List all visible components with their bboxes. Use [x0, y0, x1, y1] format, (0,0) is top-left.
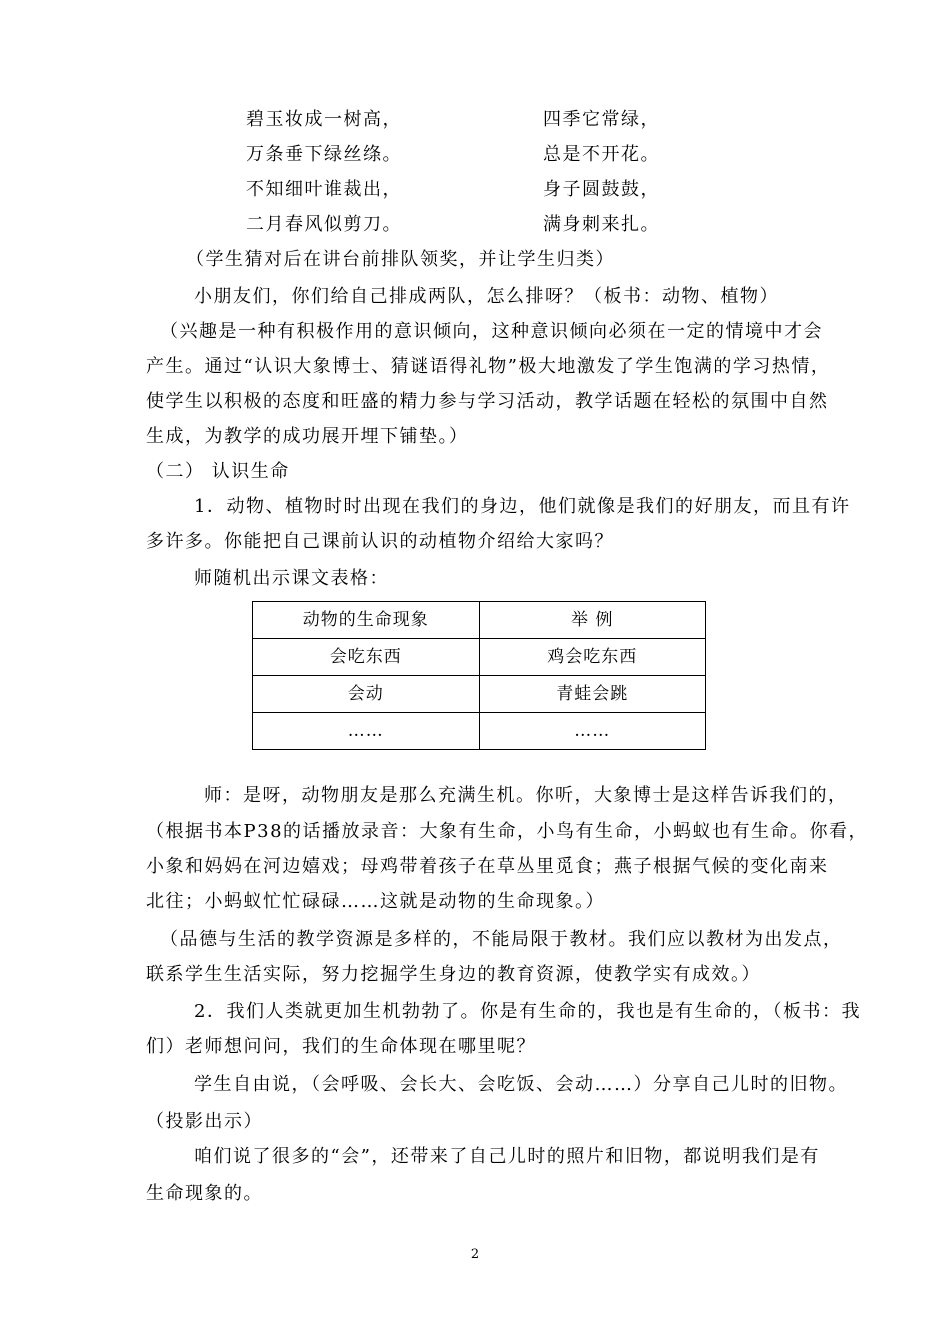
paragraph-line: 师随机出示课文表格： [194, 568, 389, 589]
paragraph-line: （根据书本P38的话播放录音：大象有生命，小鸟有生命，小蚂蚁也有生命。你看， [146, 821, 869, 842]
poem-left-line-3: 不知细叶谁裁出， [246, 179, 402, 200]
table-cell: 会吃东西 [253, 639, 480, 676]
paragraph-line: （投影出示） [146, 1111, 263, 1132]
poem-left-line-4: 二月春风似剪刀。 [246, 214, 402, 235]
table-cell: …… [479, 713, 706, 750]
poem-right-line-2: 总是不开花。 [543, 144, 660, 165]
table-row [253, 639, 706, 676]
table-row [253, 713, 706, 750]
poem-right-line-4: 满身刺来扎。 [543, 214, 660, 235]
paragraph-line: （兴趣是一种有积极作用的意识倾向，这种意识倾向必须在一定的情境中才会 [160, 321, 823, 342]
table-header-cell: 动物的生命现象 [253, 602, 480, 639]
table-cell: 鸡会吃东西 [479, 639, 706, 676]
paragraph-line: 2．我们人类就更加生机勃勃了。你是有生命的，我也是有生命的，（板书：我 [194, 1001, 861, 1022]
section-heading: （二） 认识生命 [146, 461, 290, 482]
table-cell: …… [253, 713, 480, 750]
paragraph-line: 多许多。你能把自己课前认识的动植物介绍给大家吗？ [146, 531, 614, 552]
paragraph-line: 师：是呀，动物朋友是那么充满生机。你听，大象博士是这样告诉我们的， [204, 785, 848, 806]
paragraph-line: 产生。通过“认识大象博士、猜谜语得礼物”极大地激发了学生饱满的学习热情， [146, 356, 831, 377]
table-cell: 青蛙会跳 [479, 676, 706, 713]
paragraph-line: （学生猜对后在讲台前排队领奖，并让学生归类） [186, 249, 615, 270]
paragraph-line: 咱们说了很多的“会”，还带来了自己儿时的照片和旧物，都说明我们是有 [194, 1146, 820, 1167]
paragraph-line: 联系学生生活实际，努力挖掘学生身边的教育资源，使教学实有成效。） [146, 964, 761, 985]
poem-right-line-3: 身子圆鼓鼓， [543, 179, 660, 200]
paragraph-line: 生成，为教学的成功展开埋下铺垫。） [146, 426, 469, 447]
table-header-row [253, 602, 706, 639]
paragraph-line: 北往；小蚂蚁忙忙碌碌……这就是动物的生命现象。） [146, 891, 605, 912]
paragraph-line: 1．动物、植物时时出现在我们的身边，他们就像是我们的好朋友，而且有许 [194, 496, 851, 517]
paragraph-line: 们）老师想问问，我们的生命体现在哪里呢？ [146, 1036, 536, 1057]
page-number: 2 [470, 1247, 480, 1262]
paragraph-line: 小象和妈妈在河边嬉戏；母鸡带着孩子在草丛里觅食；燕子根据气候的变化南来 [146, 856, 829, 877]
paragraph-line: 学生自由说，（会呼吸、会长大、会吃饭、会动……）分享自己儿时的旧物。 [194, 1074, 848, 1095]
paragraph-line: 生命现象的。 [146, 1183, 263, 1204]
table-cell: 会动 [253, 676, 480, 713]
paragraph-line: 使学生以积极的态度和旺盛的精力参与学习活动，教学话题在轻松的氛围中自然 [146, 391, 829, 412]
table-row [253, 676, 706, 713]
table-header-cell: 举 例 [479, 602, 706, 639]
paragraph-line: （品德与生活的教学资源是多样的，不能局限于教材。我们应以教材为出发点， [160, 929, 843, 950]
example-table [252, 601, 706, 750]
poem-right-line-1: 四季它常绿， [543, 109, 660, 130]
poem-left-line-2: 万条垂下绿丝绦。 [246, 144, 402, 165]
paragraph-line: 小朋友们，你们给自己排成两队，怎么排呀？（板书：动物、植物） [194, 286, 779, 307]
poem-left-line-1: 碧玉妆成一树高， [246, 109, 402, 130]
